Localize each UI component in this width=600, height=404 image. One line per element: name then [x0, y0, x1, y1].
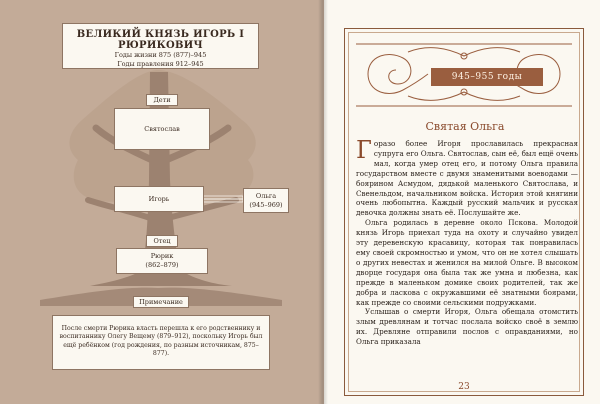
chapter-heading: Святая Ольга [425, 120, 505, 133]
father-label: Отец [146, 235, 178, 247]
page-number: 23 [458, 382, 470, 392]
children-label: Дети [146, 94, 178, 106]
father-years: (862–879) [145, 261, 179, 269]
note-box [52, 315, 270, 370]
igor-node [114, 186, 204, 212]
father-node-rurik [116, 248, 208, 274]
child-name: Святослав [144, 124, 180, 133]
paragraph-2: Ольга родилась в деревне около Пскова. Молодой князь Игорь приехал туда на охоту и случайно увидел эту деревенскую красавицу, которая так понравилась ему своей скромностью и умом, что он не хотел слышать о других невестах и женился на милой Ольге. В высоком дворце государя она была так же умна и любезна, как прежде в маленьком домике своих родителей, так же добра и ласкова с окружавшими её знатными боярами, как прежде со своими сельскими подружками. [356, 218, 578, 307]
wife-name: Ольга [255, 191, 277, 200]
wife-years: (945–969) [249, 200, 283, 209]
note-text: После смерти Рюрика власть перешла к его родственнику и воспитаннику Олегу Вещему (879–912), поскольку Игорь был ещё ребёнком (год рождения, по разным источникам, 875–877). [59, 325, 263, 358]
years-of-reign: Годы правления 912–945 [117, 60, 204, 68]
father-name: Рюрик [150, 252, 174, 260]
drop-cap: Г [356, 136, 372, 164]
note-label: Примечание [133, 296, 189, 308]
ruler-title-box [62, 23, 259, 69]
wife-node-olga [243, 188, 289, 213]
child-node-svyatoslav [114, 108, 210, 150]
years-of-life: Годы жизни 875 (877)–945 [114, 51, 207, 59]
paragraph-1-text: оразо более Игоря прославилась прекрасная супруга его Ольга. Святослав, сын её, был ещё очень мал, когда умер отец его, и потому Ольга правила государством вместе с двумя знаменитыми воеводами — боярином Асмудом, дядькой маленького Святослава, и Свенельдом, начальником войска. История этой княгини очень любопытна. Каждый русский мальчик и русская девочка должны знать её. Послушайте же. [356, 139, 578, 218]
paragraph-3: Услышав о смерти Игоря, Ольга обещала отомстить злым древлянам и тотчас послала войско своё в землю их. Древляне отправили послов с оправданиями, но Ольга приказала [356, 307, 578, 347]
years-plate: 945–955 годы [431, 68, 543, 86]
chapter-body [356, 136, 578, 347]
ruler-title: ВЕЛИКИЙ КНЯЗЬ ИГОРЬ I РЮРИКОВИЧ [76, 29, 245, 51]
igor-name: Игорь [148, 194, 170, 203]
paragraph-1 [356, 136, 578, 218]
